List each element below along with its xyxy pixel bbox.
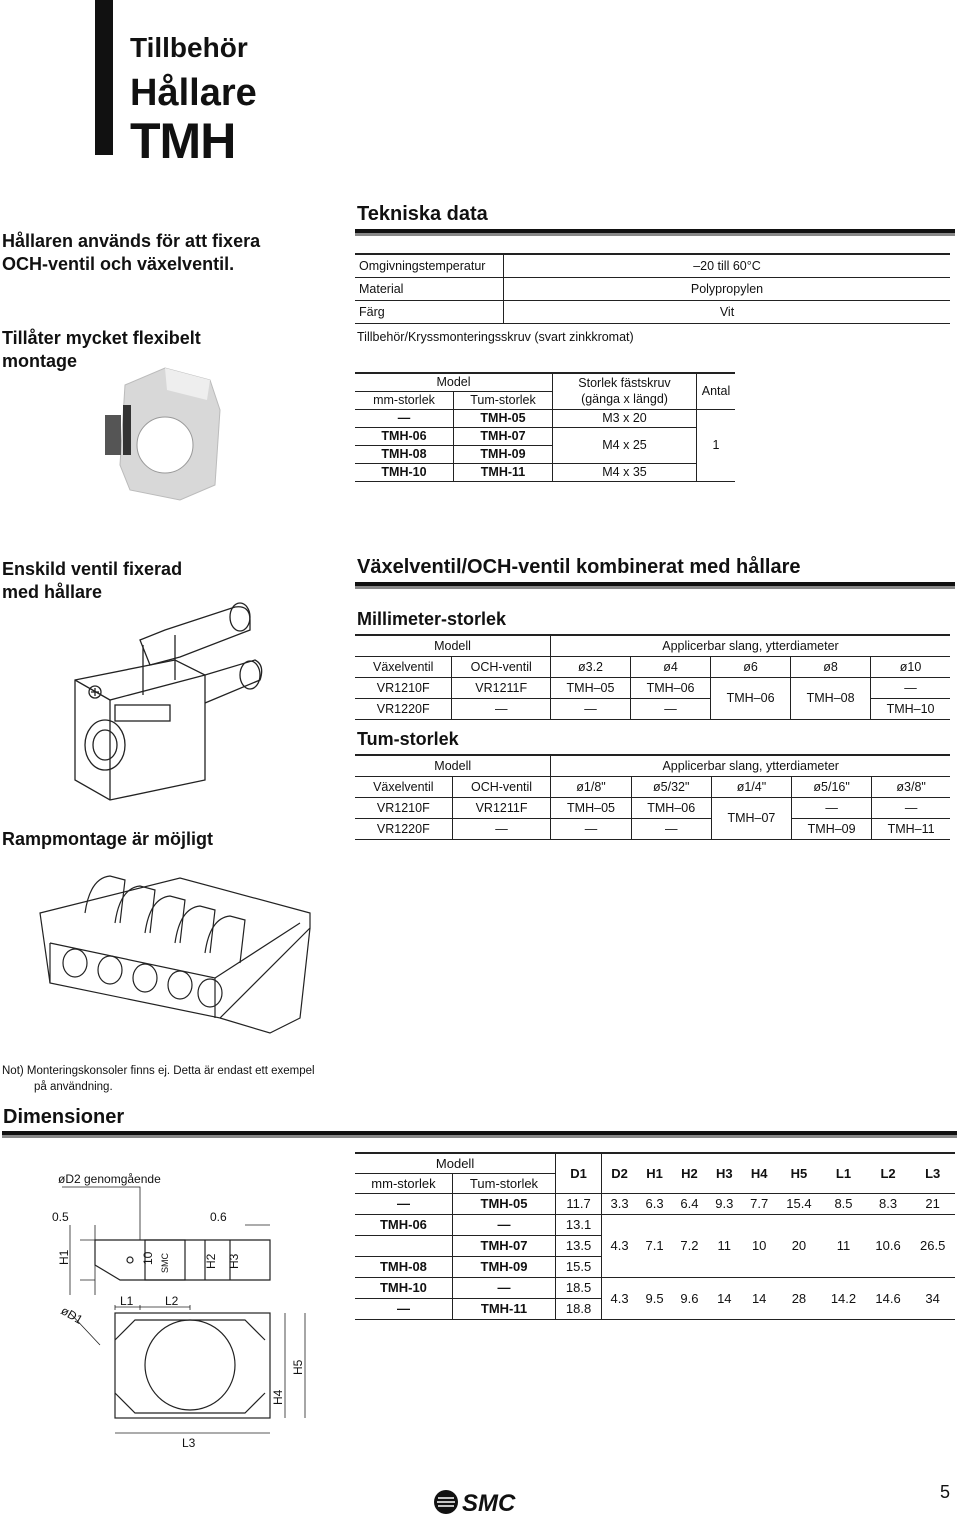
dim-label: L1 [120,1294,134,1308]
cell: 4.3 [602,1214,638,1277]
cell: 7.2 [672,1214,707,1277]
col-header: H2 [672,1153,707,1193]
cell: 8.5 [821,1193,866,1214]
cell: 4.3 [602,1277,638,1319]
cell: TMH–06 [631,797,711,818]
footnote-line: på användning. [34,1081,113,1093]
cell: — [495,821,508,836]
cell: M3 x 20 [553,409,697,427]
single-valve-drawing [55,595,265,810]
col-header: Växelventil [355,656,452,677]
col-header: Modell [355,635,550,656]
col-header: ø5/16" [792,776,872,797]
cell: 9.6 [680,1290,699,1306]
table-row [355,755,950,776]
cell: TMH-11 [480,465,526,479]
dim-label: L3 [182,1436,196,1450]
table-row [355,635,950,656]
cell: VR1210F [355,677,452,698]
tech-label: Färg [355,301,504,324]
col-header: Applicerbar slang, ytterdiameter [550,635,950,656]
col-header-line: Storlek fästskruv [578,376,671,391]
heading-line: med hållare [2,582,103,602]
dim-label: SMC [160,1253,170,1273]
cell: — [872,797,950,818]
cell: — [631,818,711,839]
col-header: H5 [777,1153,822,1193]
col-header: Tum-storlek [452,1173,555,1193]
cell: 20 [777,1214,822,1277]
cell: 11 [707,1214,742,1277]
footnote-line: Not) Monteringskonsoler finns ej. Detta är endast ett exempel [2,1065,315,1077]
cell: — [871,677,950,698]
dim-label: øD2 genomgående [58,1172,161,1186]
intro-line: montage [2,351,78,371]
cell: 11 [821,1214,866,1277]
col-header: L3 [910,1153,955,1193]
table-row [355,301,950,324]
cell: 18.5 [556,1277,602,1298]
cell: TMH–07 [711,797,791,839]
dim-label: L2 [165,1294,179,1308]
cell: 15.5 [556,1256,602,1277]
col-header-line: (gänga x längd) [581,392,668,407]
cell: — [355,409,454,427]
cell: — [631,698,711,719]
dimension-drawing [40,1165,330,1450]
cell: 9.5 [645,1290,664,1306]
col-header: Model [355,373,553,391]
col-header: OCH-ventil [452,656,551,677]
dim-label: 0.5 [52,1210,69,1224]
intro-text-1 [2,230,260,276]
tech-value: Vit [504,301,951,324]
col-header: ø3.2 [550,656,630,677]
table-row [355,463,735,481]
cell: 8.3 [866,1193,911,1214]
col-header: mm-storlek [355,1173,452,1193]
tech-title: Tekniska data [357,203,488,225]
intro-line: OCH-ventil och växelventil. [2,254,235,274]
cell: 18.8 [556,1298,602,1319]
tech-value: –20 till 60°C [504,254,951,278]
cell: — [792,797,872,818]
cell: 1 [697,409,736,481]
cell: TMH–05 [551,797,631,818]
cell: — [551,818,631,839]
cell: M4 x 35 [553,463,697,481]
col-header: ø8 [791,656,871,677]
cell: 14.6 [875,1290,901,1306]
cell: TMH–06 [631,677,711,698]
cell: TMH–10 [871,698,950,719]
ramp-heading: Rampmontage är möjligt [2,829,214,849]
holder-photo [95,360,235,510]
col-header: OCH-ventil [452,776,551,797]
dim-label: H4 [271,1389,285,1405]
col-header: Växelventil [355,776,452,797]
dim-label: H1 [57,1249,71,1265]
title-bar [95,0,113,155]
table-row [355,373,735,391]
cell: M4 x 25 [553,427,697,463]
cell: 10.6 [866,1214,911,1277]
screw-note: Tillbehör/Kryssmonteringsskruv (svart zinkkromat) [357,330,634,344]
col-header: D2 [602,1153,638,1193]
cell: 3.3 [602,1193,638,1214]
header-model: TMH [130,113,236,169]
cell: TMH-11 [480,1301,528,1316]
col-header: H4 [742,1153,777,1193]
col-header: D1 [556,1153,602,1193]
header-title: Hållare [130,72,257,114]
table-row [355,1153,955,1173]
table-row [355,427,735,445]
cell: TMH-08 [355,445,454,463]
cell: VR1220F [355,818,452,839]
cell: 28 [791,1290,807,1306]
cell: TMH–08 [791,677,871,719]
page-number: 5 [940,1482,951,1502]
cell: — [452,1277,555,1298]
cell: 15.4 [777,1193,822,1214]
cell: 7.1 [637,1214,672,1277]
smc-logo [432,1488,527,1516]
cell: TMH-07 [454,427,553,445]
cell: 7.7 [742,1193,777,1214]
dim-label: 10 [141,1251,155,1265]
col-header: Applicerbar slang, ytterdiameter [551,755,950,776]
cell: TMH-05 [454,409,553,427]
cell: 6.4 [672,1193,707,1214]
table-row [355,1193,955,1214]
col-header: mm-storlek [355,391,454,409]
col-header: ø1/4" [711,776,791,797]
cell: TMH-06 [355,427,454,445]
table-row [355,409,735,427]
cell [355,1235,452,1256]
cell: 10 [742,1214,777,1277]
tech-label: Material [355,278,504,301]
cell: 14 [751,1290,767,1306]
col-header: Modell [355,755,551,776]
combo-title: Växelventil/OCH-ventil kombinerat med hållare [357,556,801,578]
intro-line: Tillåter mycket flexibelt [2,328,201,348]
cell: TMH-06 [355,1214,452,1235]
cell: TMH-09 [452,1256,555,1277]
table-row [355,797,950,818]
col-header: ø1/8" [551,776,631,797]
cell: TMH–05 [550,677,630,698]
header-category: Tillbehör [130,32,248,63]
col-header: ø3/8" [872,776,950,797]
col-header: ø5/32" [631,776,711,797]
col-header: Antal [697,373,736,409]
col-header: ø6 [711,656,791,677]
cell: TMH–09 [792,818,872,839]
section-rule [2,1135,957,1138]
ramp-drawing [30,868,330,1053]
cell: TMH-10 [355,463,454,481]
dim-label: øD1 [58,1303,86,1327]
cell: 13.5 [556,1235,602,1256]
table-row [355,818,950,839]
col-header: L2 [866,1153,911,1193]
logo-text: SMC [462,1490,516,1516]
intro-line: Hållaren används för att fixera [2,231,261,251]
col-header: ø10 [871,656,950,677]
col-header: H1 [637,1153,672,1193]
cell: — [355,1298,452,1319]
table-row [355,776,950,797]
cell: — [452,1214,555,1235]
table-row [355,1214,955,1235]
table-row [355,278,950,301]
tech-label: Omgivningstemperatur [355,254,504,278]
col-header: H3 [707,1153,742,1193]
col-header: Modell [355,1153,556,1173]
inch-table [355,754,950,840]
table-row [355,1277,955,1298]
cell: — [494,701,508,716]
dim-label: H3 [227,1253,241,1269]
cell: TMH-05 [452,1193,555,1214]
cell: TMH–11 [872,818,950,839]
screw-table [355,372,735,482]
cell: TMH-08 [355,1256,452,1277]
cell: 11.7 [556,1193,602,1214]
table-row [355,254,950,278]
cell: 21 [910,1193,955,1214]
col-header [553,373,697,409]
dim-label: 0.6 [210,1210,227,1224]
cell: — [355,1193,452,1214]
inch-title: Tum-storlek [357,729,459,749]
col-header: L1 [821,1153,866,1193]
cell: — [550,698,630,719]
cell: VR1210F [355,797,452,818]
cell: VR1220F [355,698,452,719]
section-rule [355,233,955,236]
cell: TMH-09 [454,445,553,463]
cell: 34 [925,1290,940,1306]
cell: TMH–06 [711,677,791,719]
cell: TMH-07 [452,1235,555,1256]
dims-table [355,1152,955,1320]
cell: VR1211F [452,677,551,698]
tech-table [355,253,950,324]
section-rule [355,586,955,589]
col-header: ø4 [631,656,711,677]
tech-value: Polypropylen [504,278,951,301]
cell: 14.2 [830,1290,857,1306]
cell: 13.1 [556,1214,602,1235]
table-row [355,677,950,698]
cell: 14 [717,1290,732,1306]
col-header: Tum-storlek [454,391,553,409]
heading-line: Enskild ventil fixerad [2,559,183,579]
cell: 26.5 [910,1214,955,1277]
table-row [355,656,950,677]
mm-table [355,634,950,720]
cell: VR1211F [452,797,551,818]
dim-label: H2 [204,1253,218,1269]
cell: 6.3 [637,1193,672,1214]
cell: 9.3 [707,1193,742,1214]
cell: TMH-10 [355,1277,452,1298]
footnote [2,1063,315,1095]
mm-title: Millimeter-storlek [357,609,507,629]
dim-label: H5 [291,1359,305,1375]
dims-title: Dimensioner [3,1106,125,1128]
